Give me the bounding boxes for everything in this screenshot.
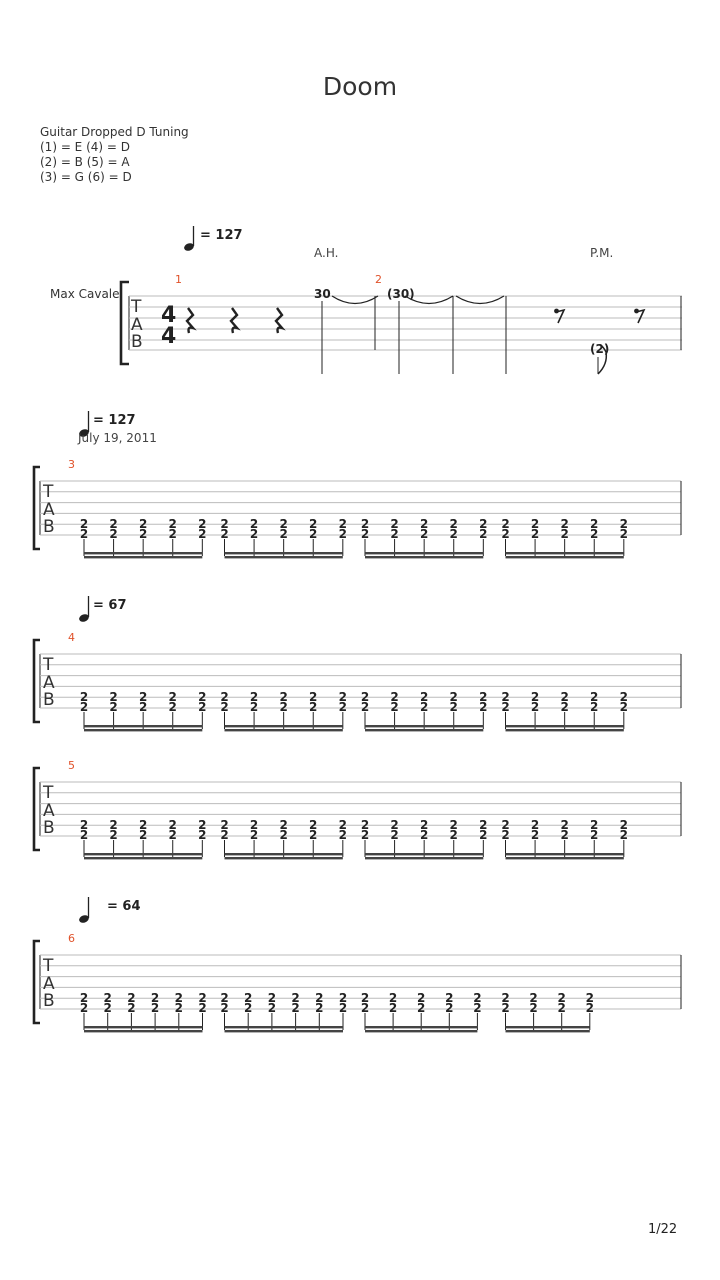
fret-number: 2 xyxy=(109,828,118,842)
system-brace xyxy=(34,941,40,1023)
note-beam xyxy=(84,556,202,558)
fret-number: 2 xyxy=(150,1001,160,1015)
tuning-line: (3) = G (6) = D xyxy=(40,170,132,184)
fret-number: 2 xyxy=(360,1001,370,1015)
fret-number: 2 xyxy=(198,700,207,714)
tab-clef-t: T xyxy=(43,482,54,502)
fret-number: 2 xyxy=(127,991,136,1005)
fret-number: 2 xyxy=(560,517,569,531)
tab-clef-a: A xyxy=(43,974,55,994)
staff xyxy=(34,467,681,549)
note-beam xyxy=(84,552,202,554)
bar-number: 6 xyxy=(68,932,75,945)
fret-number: 2 xyxy=(168,690,177,704)
fret-number: 2 xyxy=(557,991,566,1005)
fret-number: 2 xyxy=(390,818,399,832)
fret-number: (30) xyxy=(387,287,415,301)
fret-number: 2 xyxy=(79,527,89,541)
fret-number: 2 xyxy=(267,1001,277,1015)
fret-number: 2 xyxy=(501,818,510,832)
system-brace xyxy=(34,467,40,549)
tie-arc xyxy=(456,296,504,304)
fret-number: 2 xyxy=(79,818,89,832)
fret-number: 2 xyxy=(198,818,207,832)
tab-clef-b: B xyxy=(43,818,55,838)
fret-number: 2 xyxy=(138,700,148,714)
fret-number: 2 xyxy=(360,517,370,531)
fret-number: 2 xyxy=(445,1001,454,1015)
fret-number: 2 xyxy=(109,517,118,531)
fret-number: 2 xyxy=(501,527,510,541)
fret-number: 2 xyxy=(501,828,510,842)
fret-number: 2 xyxy=(445,991,454,1005)
tempo-marking xyxy=(183,226,242,252)
fret-number: 2 xyxy=(619,517,628,531)
tab-clef-b: B xyxy=(43,991,55,1011)
system-brace xyxy=(34,768,40,850)
fret-number: 2 xyxy=(244,991,253,1005)
fret-number: 2 xyxy=(360,818,370,832)
fret-number: 2 xyxy=(249,517,259,531)
fret-number: 2 xyxy=(360,700,370,714)
tab-clef-t: T xyxy=(43,655,54,675)
fret-number: 2 xyxy=(479,828,488,842)
note-beam xyxy=(84,1030,203,1032)
fret-number: 2 xyxy=(279,690,288,704)
note-beam xyxy=(506,1026,590,1028)
fret-number: 2 xyxy=(315,1001,324,1015)
ah-annotation: A.H. xyxy=(314,246,339,260)
fret-number: 2 xyxy=(338,527,347,541)
note-beam xyxy=(225,1026,344,1028)
fret-number: 2 xyxy=(127,1001,136,1015)
fret-number: 2 xyxy=(390,700,399,714)
fret-number: 2 xyxy=(168,828,177,842)
tuning-line: (2) = B (5) = A xyxy=(40,155,130,169)
fret-number: 2 xyxy=(309,828,318,842)
fret-number: 2 xyxy=(168,818,177,832)
note-beam xyxy=(225,857,343,859)
eighth-rest-stem xyxy=(556,310,564,323)
note-beam xyxy=(365,725,483,727)
fret-number: 2 xyxy=(103,1001,112,1015)
eighth-rests xyxy=(554,309,644,323)
fret-number: 2 xyxy=(530,818,540,832)
fret-number: 2 xyxy=(79,700,89,714)
system-brace xyxy=(121,282,129,364)
fret-number: 2 xyxy=(338,818,347,832)
fret-number: 2 xyxy=(220,527,229,541)
fret-number: 2 xyxy=(419,690,429,704)
fret-number: 2 xyxy=(530,700,540,714)
fret-number: 2 xyxy=(449,690,458,704)
note-beam xyxy=(506,556,624,558)
fret-number: 2 xyxy=(138,828,148,842)
fret-number: 2 xyxy=(249,818,259,832)
fret-number: 2 xyxy=(338,828,347,842)
fret-number: 2 xyxy=(150,991,160,1005)
note-beam xyxy=(225,853,343,855)
fret-number: 2 xyxy=(590,527,599,541)
fret-number: 2 xyxy=(530,690,540,704)
fret-number: 2 xyxy=(417,1001,426,1015)
fret-number: 2 xyxy=(529,991,538,1005)
fret-number: 2 xyxy=(198,690,207,704)
fret-number: 2 xyxy=(449,828,458,842)
fret-number: 2 xyxy=(560,818,569,832)
tempo-value: = 64 xyxy=(107,899,141,914)
fret-number: 2 xyxy=(220,828,229,842)
fret-number: 2 xyxy=(619,690,628,704)
fret-number: 2 xyxy=(198,527,207,541)
tab-clef-b: B xyxy=(43,690,55,710)
fret-number: 2 xyxy=(249,527,259,541)
fret-number: 2 xyxy=(585,991,594,1005)
tab-clef-a: A xyxy=(131,315,143,335)
fret-number: 2 xyxy=(619,527,628,541)
bar-number: 4 xyxy=(68,631,75,644)
fret-number: 2 xyxy=(390,527,399,541)
note-stems xyxy=(322,296,506,374)
tab-clef-a: A xyxy=(43,801,55,821)
fret-number: 2 xyxy=(560,527,569,541)
note-beam xyxy=(365,1030,477,1032)
track-name: Max Cavale xyxy=(50,287,120,301)
fret-number: 30 xyxy=(314,287,331,301)
note-beam xyxy=(225,556,343,558)
fret-number: 2 xyxy=(267,991,277,1005)
fret-number: 2 xyxy=(501,517,510,531)
tab-clef-a: A xyxy=(43,500,55,520)
fret-number: 2 xyxy=(249,828,259,842)
note-beam xyxy=(365,556,483,558)
note-beam xyxy=(506,725,624,727)
fret-number: 2 xyxy=(220,1001,229,1015)
fret-number: 2 xyxy=(309,818,318,832)
pm-annotation: P.M. xyxy=(590,246,614,260)
fret-number: 2 xyxy=(279,818,288,832)
fret-number: 2 xyxy=(244,1001,253,1015)
system-5 xyxy=(34,897,681,1032)
staff xyxy=(34,768,681,850)
fret-number: 2 xyxy=(419,818,429,832)
fret-number: 2 xyxy=(619,828,628,842)
fret-number: 2 xyxy=(360,527,370,541)
fret-number: 2 xyxy=(279,527,288,541)
bar-number: 5 xyxy=(68,759,75,772)
tempo-value: = 67 xyxy=(93,598,127,613)
fret-number: 2 xyxy=(338,690,347,704)
fret-number: 2 xyxy=(198,1001,207,1015)
fret-number: 2 xyxy=(338,700,347,714)
fret-number: 2 xyxy=(530,527,540,541)
fret-number: 2 xyxy=(168,517,177,531)
time-signature-denominator: 4 xyxy=(161,324,177,349)
fret-number: 2 xyxy=(419,700,429,714)
fret-number: 2 xyxy=(220,991,229,1005)
fret-number: 2 xyxy=(309,527,318,541)
fret-number: 2 xyxy=(360,690,370,704)
tempo-marking xyxy=(78,596,126,623)
tab-clef-t: T xyxy=(131,297,142,317)
note-beam xyxy=(365,1026,477,1028)
fret-number: 2 xyxy=(338,517,347,531)
note-beam xyxy=(225,1030,344,1032)
fret-number: 2 xyxy=(560,828,569,842)
fret-number: 2 xyxy=(174,1001,183,1015)
note-beam xyxy=(506,857,624,859)
fret-number: 2 xyxy=(419,527,429,541)
fret-number: 2 xyxy=(309,517,318,531)
fret-number: 2 xyxy=(560,690,569,704)
fret-number: 2 xyxy=(501,1001,510,1015)
fret-number: 2 xyxy=(619,700,628,714)
fret-number: 2 xyxy=(479,517,488,531)
tab-clef-b: B xyxy=(131,332,143,352)
bar-number: 1 xyxy=(175,273,182,286)
fret-number: 2 xyxy=(417,991,426,1005)
fret-number: 2 xyxy=(479,700,488,714)
fret-number: 2 xyxy=(419,828,429,842)
fret-number: 2 xyxy=(109,527,118,541)
fret-number: 2 xyxy=(249,700,259,714)
tie-arc xyxy=(332,296,378,304)
fret-number: 2 xyxy=(338,991,348,1005)
fret-number: 2 xyxy=(360,828,370,842)
date-annotation: July 19, 2011 xyxy=(78,431,157,445)
tuning-header: Guitar Dropped D Tuning xyxy=(40,125,189,139)
fret-number: 2 xyxy=(529,1001,538,1015)
system-brace xyxy=(34,640,40,722)
tab-clef-t: T xyxy=(43,783,54,803)
fret-number: 2 xyxy=(279,700,288,714)
fret-number: 2 xyxy=(390,828,399,842)
note-beam xyxy=(225,725,343,727)
note-beam xyxy=(84,857,202,859)
fret-number: 2 xyxy=(557,1001,566,1015)
fret-number: 2 xyxy=(109,700,118,714)
fret-number: 2 xyxy=(479,818,488,832)
fret-number: 2 xyxy=(309,690,318,704)
fret-number: 2 xyxy=(590,517,599,531)
fret-number: 2 xyxy=(479,527,488,541)
fret-number: 2 xyxy=(309,700,318,714)
fret-number: 2 xyxy=(419,517,429,531)
fret-number: 2 xyxy=(619,818,628,832)
fret-number: 2 xyxy=(138,818,148,832)
fret-number: 2 xyxy=(530,517,540,531)
fret-number: 2 xyxy=(585,1001,594,1015)
fret-number: 2 xyxy=(109,818,118,832)
system-1 xyxy=(50,226,682,374)
fret-number: 2 xyxy=(501,700,510,714)
fret-number: 2 xyxy=(198,517,207,531)
note-beam xyxy=(365,552,483,554)
fret-number: 2 xyxy=(103,991,112,1005)
note-row xyxy=(80,991,594,1032)
page-title: Doom xyxy=(322,72,398,101)
fret-number: 2 xyxy=(501,690,510,704)
fret-number: 2 xyxy=(449,517,458,531)
note-beam xyxy=(84,729,202,731)
fret-number: 2 xyxy=(388,1001,398,1015)
fret-number: 2 xyxy=(530,828,540,842)
fret-number: 2 xyxy=(291,1001,300,1015)
note-beam xyxy=(365,729,483,731)
page-number: 1/22 xyxy=(648,1222,678,1237)
note-beam xyxy=(84,853,202,855)
fret-number: 2 xyxy=(590,828,599,842)
fret-number: 2 xyxy=(79,828,89,842)
tab-clef-t: T xyxy=(43,956,54,976)
fret-number: 2 xyxy=(220,517,229,531)
note-beam xyxy=(225,552,343,554)
note-beam xyxy=(365,853,483,855)
bar-number: 2 xyxy=(375,273,382,286)
note-beam xyxy=(506,853,624,855)
staff xyxy=(34,640,681,722)
fret-number: 2 xyxy=(198,991,207,1005)
fret-number: 2 xyxy=(138,690,148,704)
fret-number: 2 xyxy=(291,991,300,1005)
note-beam xyxy=(84,1026,203,1028)
note-row xyxy=(80,818,628,859)
fret-number: 2 xyxy=(390,690,399,704)
fret-number: 2 xyxy=(449,818,458,832)
tab-clef-a: A xyxy=(43,673,55,693)
tuning-line: (1) = E (4) = D xyxy=(40,140,130,154)
fret-number: 2 xyxy=(338,1001,348,1015)
fret-number: 2 xyxy=(560,700,569,714)
fret-number: 2 xyxy=(109,690,118,704)
fret-number: 2 xyxy=(79,690,89,704)
note-beam xyxy=(84,725,202,727)
fret-number: 2 xyxy=(279,517,288,531)
tempo-marking xyxy=(78,897,140,924)
fret-number: 2 xyxy=(479,690,488,704)
fret-number: 2 xyxy=(249,690,259,704)
note-beam xyxy=(365,857,483,859)
system-4 xyxy=(34,759,681,859)
note-beam xyxy=(506,1030,590,1032)
fret-number: 2 xyxy=(79,991,89,1005)
fret-number: 2 xyxy=(473,1001,482,1015)
note-row xyxy=(80,517,628,558)
fret-number: 2 xyxy=(220,690,229,704)
fret-number: 2 xyxy=(590,690,599,704)
fret-number: 2 xyxy=(590,700,599,714)
note-beam xyxy=(506,729,624,731)
note-beam xyxy=(506,552,624,554)
note-beam xyxy=(225,729,343,731)
fret-number: 2 xyxy=(220,818,229,832)
fret-number: 2 xyxy=(279,828,288,842)
fret-number: 2 xyxy=(79,1001,89,1015)
fret-number: 2 xyxy=(360,991,370,1005)
tie-arcs xyxy=(332,296,504,304)
fret-number: 2 xyxy=(220,700,229,714)
bar-number: 3 xyxy=(68,458,75,471)
fret-number: 2 xyxy=(449,527,458,541)
fret-number: 2 xyxy=(590,818,599,832)
fret-number: 2 xyxy=(174,991,183,1005)
tempo-value: = 127 xyxy=(93,413,136,428)
time-signature-numerator: 4 xyxy=(161,303,177,328)
fret-number: 2 xyxy=(388,991,398,1005)
system-3 xyxy=(34,596,681,731)
fret-number: 2 xyxy=(79,517,89,531)
fret-number: 2 xyxy=(138,527,148,541)
fret-number: (2) xyxy=(590,342,610,356)
fret-number: 2 xyxy=(168,527,177,541)
eighth-rest-stem xyxy=(636,310,644,323)
fret-number: 2 xyxy=(168,700,177,714)
tab-clef-b: B xyxy=(43,517,55,537)
tempo-value: = 127 xyxy=(200,228,243,243)
note-row xyxy=(80,690,628,731)
fret-number: 2 xyxy=(473,991,482,1005)
fret-number: 2 xyxy=(501,991,510,1005)
fret-number: 2 xyxy=(449,700,458,714)
system-2 xyxy=(34,411,681,558)
fret-number: 2 xyxy=(198,828,207,842)
fret-number: 2 xyxy=(138,517,148,531)
fret-number: 2 xyxy=(315,991,324,1005)
fret-number: 2 xyxy=(390,517,399,531)
